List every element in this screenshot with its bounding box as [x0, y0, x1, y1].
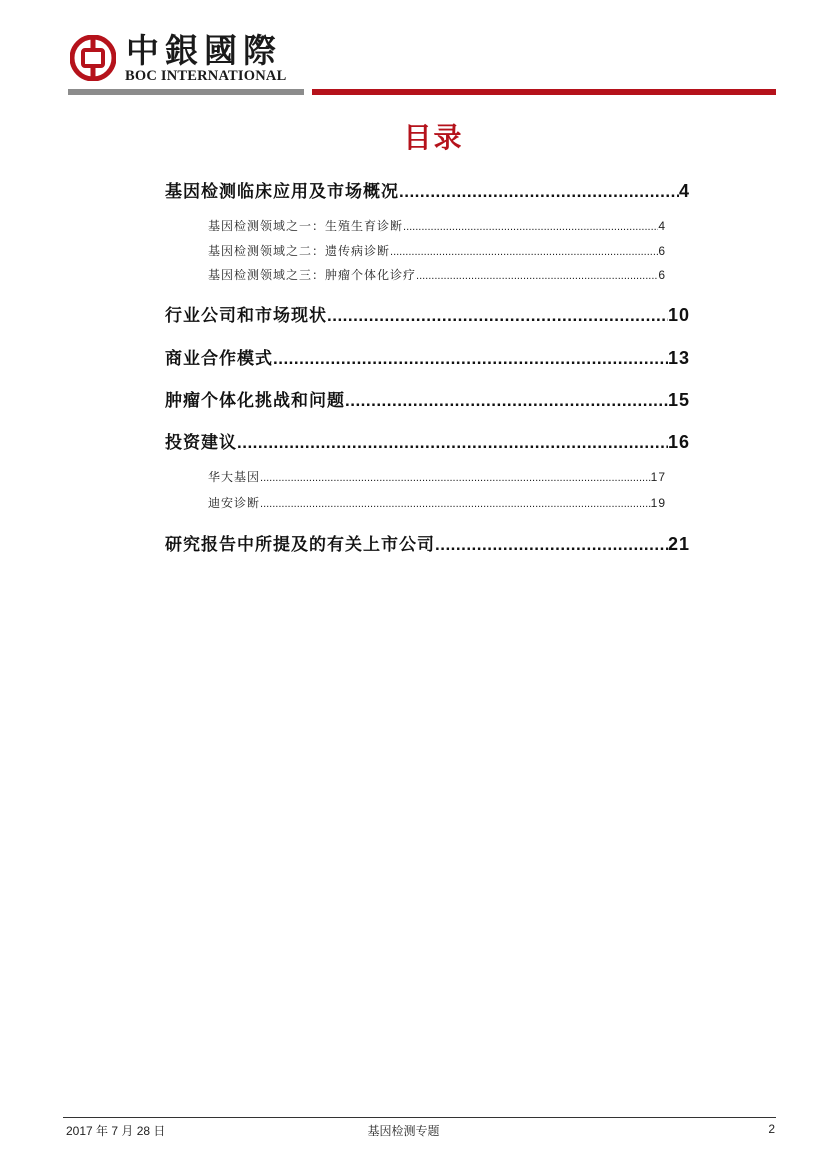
- toc-entry-genetic-disease-diagnosis[interactable]: [208, 242, 666, 259]
- header-rule-red: [312, 89, 776, 95]
- toc-entry-bgi[interactable]: [208, 468, 666, 485]
- toc-leader-dots: [390, 246, 658, 258]
- toc-entry-market-overview[interactable]: [165, 177, 690, 202]
- toc-leader-dots: [327, 306, 668, 326]
- footer-date: 2017 年 7 月 28 日: [66, 1124, 166, 1138]
- toc-entry-label: 基因检测领域之一：生殖生育诊断: [208, 219, 404, 233]
- toc-title: 目录: [403, 121, 464, 154]
- toc-entry-listed-companies[interactable]: [165, 530, 690, 555]
- toc-entry-industry-companies[interactable]: [165, 301, 690, 326]
- toc-leader-dots: [260, 498, 651, 510]
- boc-logo-icon: [70, 35, 116, 81]
- toc-entry-page: 10: [667, 305, 690, 325]
- footer-page-number: 2: [768, 1122, 775, 1136]
- toc-leader-dots: [403, 221, 658, 233]
- toc-leader-dots: [435, 535, 668, 555]
- toc-entry-investment-advice[interactable]: [165, 428, 690, 453]
- header-rule-gray: [68, 89, 304, 95]
- toc-leader-dots: [416, 270, 658, 282]
- footer-rule: [63, 1117, 776, 1118]
- toc-entry-dian-diagnostics[interactable]: [208, 494, 666, 511]
- footer-report-title: 基因检测专题: [367, 1124, 440, 1138]
- toc-entry-page: 16: [667, 432, 690, 452]
- toc-entry-label: 基因检测领域之二：遗传病诊断: [208, 244, 391, 258]
- toc-entry-label: 基因检测领域之三：肿瘤个体化诊疗: [208, 268, 417, 282]
- toc-leader-dots: [399, 182, 679, 202]
- toc-leader-dots: [345, 391, 668, 411]
- toc-entry-label: 商业合作模式: [165, 349, 273, 369]
- toc-entry-page: 13: [667, 348, 690, 368]
- toc-entry-page: 15: [667, 390, 690, 410]
- toc-entry-label: 基因检测临床应用及市场概况: [165, 182, 399, 202]
- toc-entry-business-model[interactable]: [165, 344, 690, 369]
- page-header: [0, 0, 827, 100]
- toc-leader-dots: [237, 433, 668, 453]
- toc-entry-label: 肿瘤个体化挑战和问题: [165, 391, 345, 411]
- toc-entry-page: 19: [650, 496, 666, 510]
- toc-entry-label: 投资建议: [165, 433, 237, 453]
- toc-entry-label: 研究报告中所提及的有关上市公司: [165, 535, 435, 555]
- toc-entry-page: 4: [658, 219, 666, 233]
- toc-entry-label: 行业公司和市场现状: [165, 306, 327, 326]
- toc-entry-label: 华大基因: [208, 470, 261, 484]
- toc-entry-page: 6: [658, 268, 666, 282]
- toc-leader-dots: [273, 349, 668, 369]
- toc-entry-reproductive-diagnosis[interactable]: [208, 217, 666, 234]
- toc-leader-dots: [260, 472, 651, 484]
- logo-chinese-text: 中銀國際: [126, 31, 282, 70]
- toc-entry-page: 6: [658, 244, 666, 258]
- toc-entry-label: 迪安诊断: [208, 496, 261, 510]
- toc-entry-page: 17: [650, 470, 666, 484]
- toc-entry-page: 4: [678, 181, 690, 201]
- toc-entry-tumor-personalized-care[interactable]: [208, 266, 666, 283]
- toc-entry-page: 21: [667, 534, 690, 554]
- logo-english-text: BOC INTERNATIONAL: [125, 68, 287, 84]
- toc-entry-tumor-challenges[interactable]: [165, 386, 690, 411]
